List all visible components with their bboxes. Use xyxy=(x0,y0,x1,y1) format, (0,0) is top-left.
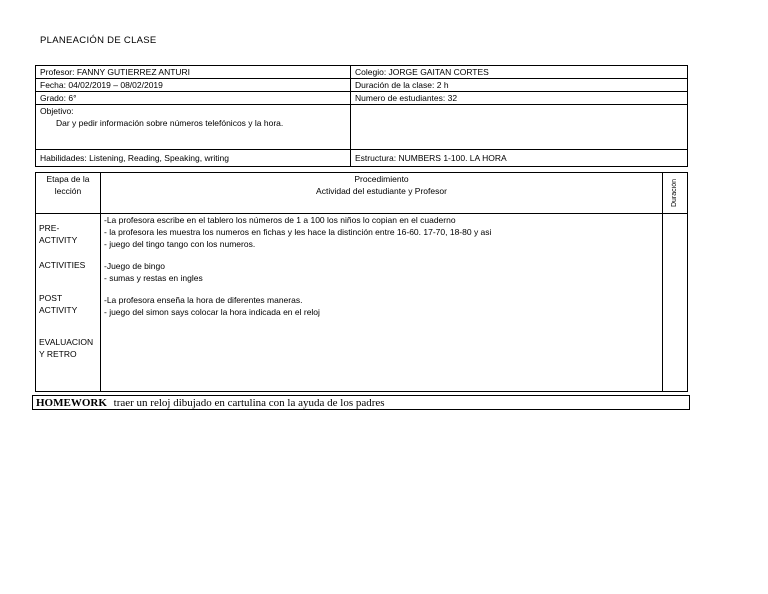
stage-pre-activity: PRE-ACTIVITY xyxy=(39,223,78,245)
activity-line: -Juego de bingo xyxy=(104,261,165,271)
fecha-cell: Fecha: 04/02/2019 – 08/02/2019 xyxy=(36,79,351,92)
pre-line: - juego del tingo tango con los numeros. xyxy=(104,239,256,249)
procedimiento-header xyxy=(101,173,663,214)
habilidades-cell: Habilidades: Listening, Reading, Speaking, writing xyxy=(36,150,351,167)
stages-cell xyxy=(36,214,101,392)
activities-text xyxy=(104,260,203,284)
procedure-content-cell xyxy=(101,214,663,392)
pre-line: - la profesora les muestra los numeros en fichas y les hace la distinción entre 16-60. 17-70, 18-80 y asi xyxy=(104,227,492,237)
duracion-label: Duración xyxy=(671,178,678,207)
duracion-header xyxy=(663,173,688,214)
estructura-cell: Estructura: NUMBERS 1-100. LA HORA xyxy=(351,150,688,167)
activity-line: - sumas y restas en ingles xyxy=(104,273,203,283)
etapa-header: Etapa de la lección xyxy=(36,173,101,214)
stage-evaluacion: EVALUACION Y RETRO xyxy=(39,337,94,359)
stage-post-activity: POST ACTIVITY xyxy=(39,293,78,315)
homework-label: HOMEWORK xyxy=(36,397,107,409)
homework-text: traer un reloj dibujado en cartulina con la ayuda de los padres xyxy=(113,397,385,409)
info-row-objetivo xyxy=(36,105,688,150)
procedure-table xyxy=(35,172,688,392)
profesor-cell: Profesor: FANNY GUTIERREZ ANTURI xyxy=(36,66,351,79)
info-row-habilidades xyxy=(36,150,688,167)
info-row-1 xyxy=(36,66,688,79)
post-line: -La profesora enseña la hora de diferentes maneras. xyxy=(104,295,303,305)
duracion-cell: Duración de la clase: 2 h xyxy=(351,79,688,92)
objetivo-empty-cell xyxy=(351,105,688,150)
page-title: PLANEACIÓN DE CLASE xyxy=(40,35,157,46)
stage-activities: ACTIVITIES xyxy=(39,260,86,270)
grado-cell: Grado: 6° xyxy=(36,92,351,105)
objetivo-label: Objetivo: xyxy=(40,106,74,116)
post-line: - juego del simon says colocar la hora indicada en el reloj xyxy=(104,307,320,317)
procedimiento-subtitle: Actividad del estudiante y Profesor xyxy=(316,186,447,196)
info-row-3 xyxy=(36,92,688,105)
numero-estudiantes-cell: Numero de estudiantes: 32 xyxy=(351,92,688,105)
procedure-header-row xyxy=(36,173,688,214)
procedimiento-title: Procedimiento xyxy=(354,174,409,184)
pre-line: -La profesora escribe en el tablero los números de 1 a 100 los niños lo copian en el cuaderno xyxy=(104,215,456,225)
post-activity-text xyxy=(104,294,320,318)
colegio-cell: Colegio: JORGE GAITAN CORTES xyxy=(351,66,688,79)
procedure-body-row xyxy=(36,214,688,392)
objetivo-text: Dar y pedir información sobre números telefónicos y la hora. xyxy=(56,118,284,128)
info-table xyxy=(35,65,688,167)
pre-activity-text xyxy=(104,214,491,250)
objetivo-cell xyxy=(36,105,351,150)
duracion-body-cell xyxy=(663,214,688,392)
info-row-2 xyxy=(36,79,688,92)
homework-box xyxy=(32,395,690,410)
